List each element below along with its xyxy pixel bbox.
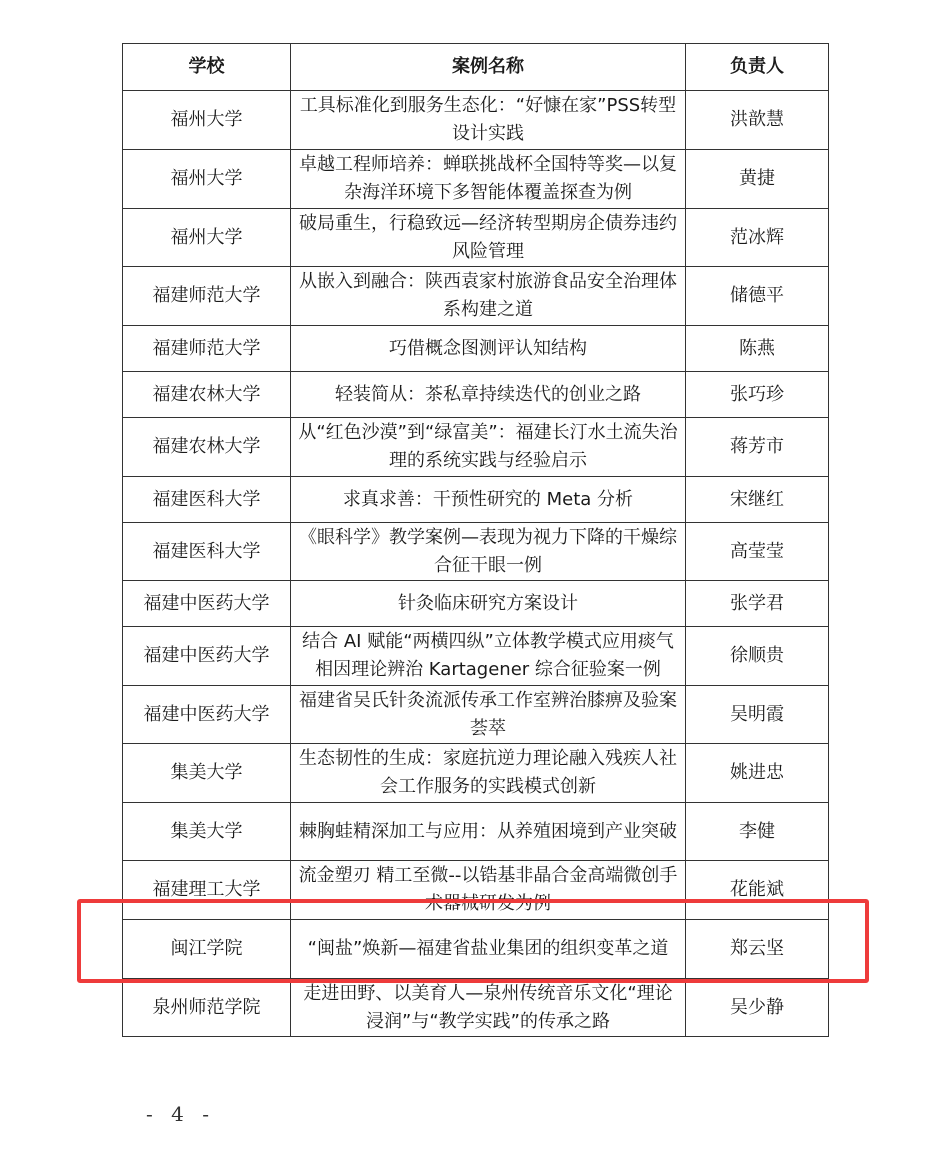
school-cell: 福州大学 xyxy=(123,91,291,150)
leader-cell: 徐顺贵 xyxy=(686,627,829,686)
case-name-cell: 走进田野、以美育人—泉州传统音乐文化“理论浸润”与“教学实践”的传承之路 xyxy=(291,979,686,1037)
school-cell: 闽江学院 xyxy=(123,920,291,979)
table-row xyxy=(123,477,829,523)
page-number: - 4 - xyxy=(146,1102,215,1126)
case-name-cell: 巧借概念图测评认知结构 xyxy=(291,326,686,372)
table-row xyxy=(123,209,829,267)
table-row xyxy=(123,523,829,581)
school-cell: 福建理工大学 xyxy=(123,861,291,920)
school-cell: 福建医科大学 xyxy=(123,523,291,581)
case-name-cell: 轻装简从：茶私章持续迭代的创业之路 xyxy=(291,372,686,418)
table-row xyxy=(123,326,829,372)
case-name-cell: 求真求善：干预性研究的 Meta 分析 xyxy=(291,477,686,523)
case-name-cell: 《眼科学》教学案例—表现为视力下降的干燥综合征干眼一例 xyxy=(291,523,686,581)
school-cell: 福建中医药大学 xyxy=(123,581,291,627)
table-row xyxy=(123,627,829,686)
school-cell: 福州大学 xyxy=(123,209,291,267)
leader-cell: 洪歆慧 xyxy=(686,91,829,150)
table-row xyxy=(123,267,829,326)
case-name-cell: “闽盐”焕新—福建省盐业集团的组织变革之道 xyxy=(291,920,686,979)
case-name-cell: 棘胸蛙精深加工与应用：从养殖困境到产业突破 xyxy=(291,803,686,861)
school-cell: 集美大学 xyxy=(123,744,291,803)
case-name-cell: 流金塑刃 精工至微--以锆基非晶合金高端微创手术器械研发为例 xyxy=(291,861,686,920)
table-row xyxy=(123,91,829,150)
case-name-cell: 从“红色沙漠”到“绿富美”：福建长汀水土流失治理的系统实践与经验启示 xyxy=(291,418,686,477)
leader-cell: 蒋芳市 xyxy=(686,418,829,477)
table-row xyxy=(123,920,829,979)
case-name-cell: 生态韧性的生成：家庭抗逆力理论融入残疾人社会工作服务的实践模式创新 xyxy=(291,744,686,803)
case-name-cell: 破局重生，行稳致远—经济转型期房企债券违约风险管理 xyxy=(291,209,686,267)
table-row xyxy=(123,979,829,1037)
leader-cell: 郑云坚 xyxy=(686,920,829,979)
case-name-cell: 结合 AI 赋能“两横四纵”立体教学模式应用痰气相因理论辨治 Kartagener 综合征验案一例 xyxy=(291,627,686,686)
table-body xyxy=(123,91,829,1037)
school-cell: 集美大学 xyxy=(123,803,291,861)
school-cell: 福建中医药大学 xyxy=(123,686,291,744)
table-row xyxy=(123,686,829,744)
case-table xyxy=(122,43,829,1037)
header-school: 学校 xyxy=(123,44,291,91)
table-row xyxy=(123,581,829,627)
leader-cell: 高莹莹 xyxy=(686,523,829,581)
table-row xyxy=(123,372,829,418)
case-name-cell: 工具标准化到服务生态化：“好慷在家”PSS转型设计实践 xyxy=(291,91,686,150)
table-row xyxy=(123,150,829,209)
leader-cell: 吴少静 xyxy=(686,979,829,1037)
case-name-cell: 福建省吴氏针灸流派传承工作室辨治膝痹及验案荟萃 xyxy=(291,686,686,744)
table-row xyxy=(123,861,829,920)
table-row xyxy=(123,418,829,477)
school-cell: 福建师范大学 xyxy=(123,267,291,326)
header-leader: 负责人 xyxy=(686,44,829,91)
school-cell: 福州大学 xyxy=(123,150,291,209)
leader-cell: 宋继红 xyxy=(686,477,829,523)
case-name-cell: 针灸临床研究方案设计 xyxy=(291,581,686,627)
school-cell: 福建中医药大学 xyxy=(123,627,291,686)
leader-cell: 储德平 xyxy=(686,267,829,326)
table-header-row xyxy=(123,44,829,91)
school-cell: 福建师范大学 xyxy=(123,326,291,372)
school-cell: 福建医科大学 xyxy=(123,477,291,523)
school-cell: 福建农林大学 xyxy=(123,418,291,477)
case-name-cell: 从嵌入到融合：陕西袁家村旅游食品安全治理体系构建之道 xyxy=(291,267,686,326)
leader-cell: 李健 xyxy=(686,803,829,861)
leader-cell: 吴明霞 xyxy=(686,686,829,744)
case-name-cell: 卓越工程师培养：蝉联挑战杯全国特等奖—以复杂海洋环境下多智能体覆盖探查为例 xyxy=(291,150,686,209)
leader-cell: 黄捷 xyxy=(686,150,829,209)
header-case-name: 案例名称 xyxy=(291,44,686,91)
school-cell: 泉州师范学院 xyxy=(123,979,291,1037)
leader-cell: 范冰辉 xyxy=(686,209,829,267)
school-cell: 福建农林大学 xyxy=(123,372,291,418)
table-row xyxy=(123,744,829,803)
leader-cell: 花能斌 xyxy=(686,861,829,920)
leader-cell: 张巧珍 xyxy=(686,372,829,418)
leader-cell: 陈燕 xyxy=(686,326,829,372)
leader-cell: 姚进忠 xyxy=(686,744,829,803)
leader-cell: 张学君 xyxy=(686,581,829,627)
table-row xyxy=(123,803,829,861)
